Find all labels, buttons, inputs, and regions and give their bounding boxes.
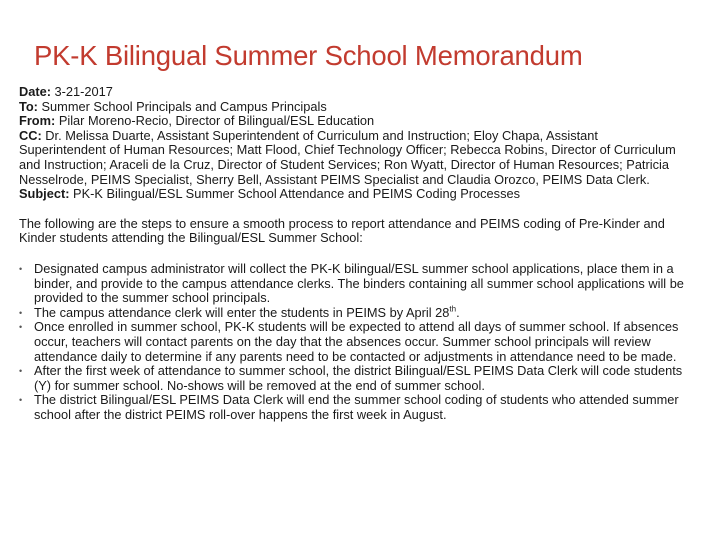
bullet-icon: • (19, 263, 23, 274)
to-label: To: (19, 98, 38, 114)
step-text: Once enrolled in summer school, PK-K students will be expected to attend all days of summer school. If absences occur, teachers will contact parents on the day that the absences occur. Summer school principals will review attendance daily to determine if any parents need to be contacted or adjustments in attendance need to be made. (34, 319, 679, 364)
memo-date (19, 85, 687, 100)
memo-cc (19, 129, 687, 187)
bullet-icon: • (19, 395, 23, 406)
cc-value: Dr. Melissa Duarte, Assistant Superintendent of Curriculum and Instruction; Eloy Chapa, Assistant Superintendent of Human Resources; Matt Flood, Chief Technology Officer; Rebecca Robins, Director of Curriculum and Instruction; Araceli de la Cruz, Director of Student Services; Ron Wyatt, Director of Human Resources; Patricia Nesselrode, PEIMS Specialist, Sherry Bell, Assistant PEIMS Specialist and Claudia Orozco, PEIMS Data Clerk. (19, 127, 676, 187)
date-value: 3-21-2017 (51, 84, 113, 99)
step-text: The district Bilingual/ESL PEIMS Data Clerk will end the summer school coding of students who attended summer school after the district PEIMS roll-over happens the first week in August. (34, 392, 679, 422)
intro-paragraph: The following are the steps to ensure a smooth process to report attendance and PEIMS coding of Pre-Kinder and Kinder students attending the Bilingual/ESL Summer School: (19, 215, 665, 246)
subject-value: PK-K Bilingual/ESL Summer School Attendance and PEIMS Coding Processes (69, 186, 520, 202)
memo-to (19, 100, 687, 115)
memo-from (19, 114, 687, 129)
page-title: PK-K Bilingual Summer School Memorandum (34, 40, 583, 71)
ordinal-suffix: th (449, 304, 457, 314)
memo-body (19, 85, 687, 422)
cc-label: CC: (19, 127, 42, 143)
bullet-icon: • (19, 366, 23, 377)
memo-header (19, 85, 687, 202)
from-label: From: (19, 113, 56, 129)
step-text: The campus attendance clerk will enter the students in PEIMS by April 28 (34, 304, 450, 320)
from-value: Pilar Moreno-Recio, Director of Bilingual/ESL Education (55, 113, 375, 129)
date-label: Date: (19, 84, 51, 99)
list-item (19, 320, 687, 364)
list-item (19, 262, 687, 306)
subject-label: Subject: (19, 186, 70, 202)
memo-subject (19, 187, 687, 202)
step-text: After the first week of attendance to summer school, the district Bilingual/ESL PEIMS Data Clerk will code students (Y) for summer school. No-shows will be removed at the end of summer school. (34, 363, 683, 393)
step-text: Designated campus administrator will collect the PK-K bilingual/ESL summer school applications, place them in a binder, and provide to the campus attendance clerks. The binders containing all summer school applications will be provided to the summer school principals. (34, 260, 684, 306)
bullet-icon: • (19, 307, 23, 318)
to-value: Summer School Principals and Campus Principals (37, 98, 327, 114)
step-tail: . (456, 304, 460, 320)
bullet-icon: • (19, 322, 23, 333)
list-item (19, 393, 687, 422)
steps-list (19, 262, 687, 423)
list-item (19, 364, 687, 393)
list-item (19, 306, 687, 321)
